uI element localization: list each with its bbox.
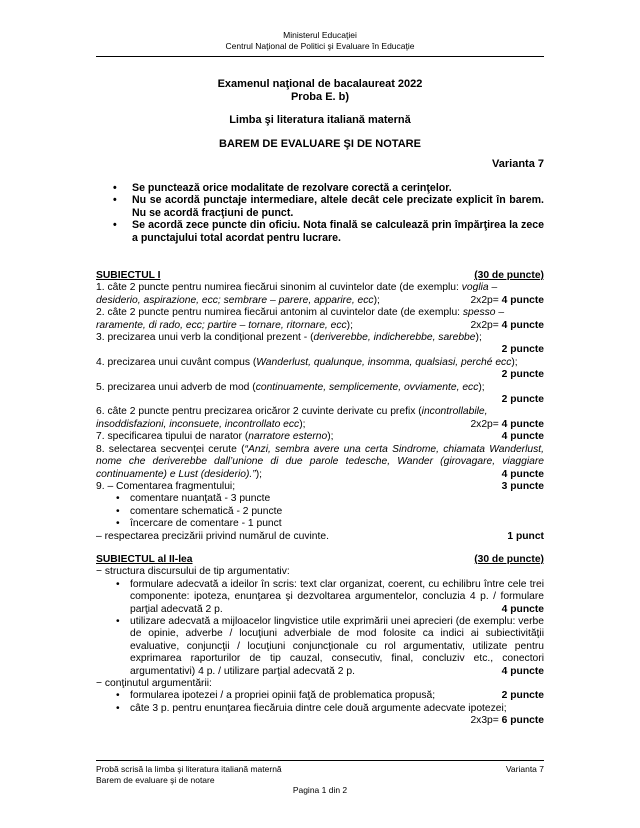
item-8-score: 4 puncte	[501, 468, 544, 480]
criterion-2-score: 4 puncte	[501, 665, 544, 677]
criterion-1: • formulare adecvată a ideilor în scris: text clar organizat, coerent, cu echilibru între cele trei componente: ipoteza, enunţarea şi dezvoltarea argumentelor, concluzia 4 p. / formulare parţial adecvată 2 p.	[116, 578, 544, 615]
item-2: 2. câte 2 puncte pentru numirea fiecărui antonim al cuvintelor date (de exemplu: spesso –	[96, 307, 505, 319]
item-5: 5. precizarea unui adverb de mod (continuamente, semplicemente, ovviamente, ecc);	[96, 381, 485, 393]
footer-variant: Varianta 7	[505, 764, 544, 774]
criterion-4-score-line: 2x3p= 6 puncte	[470, 715, 544, 727]
rule-item: • Se acordă zece puncte din oficiu. Nota finală se calculează prin împărţirea la zece a punctajului total acordat pentru lucrare.	[112, 219, 544, 244]
item-2-cont: raramente, di rado, ecc; partire – tornare, ritornare, ecc); 2x2p= 4 puncte	[96, 319, 544, 331]
main-content	[96, 270, 544, 728]
page-header	[0, 30, 640, 52]
center-name: Centrul Naţional de Politici şi Evaluare în Educaţie	[225, 41, 415, 51]
rule-item: • Nu se acordă punctaje intermediare, altele decât cele precizate explicit în barem. Nu se acordă fracţiuni de punct.	[112, 194, 544, 219]
item-10: – respectarea precizării privind numărul de cuvinte. 1 punct	[96, 530, 544, 542]
item-5-score: 2 puncte	[501, 394, 544, 406]
comment-level-1: • comentare nuanţată - 3 puncte	[116, 493, 271, 505]
item-1-score: 4 puncte	[501, 294, 544, 306]
barem-title: BAREM DE EVALUARE ŞI DE NOTARE	[219, 137, 421, 150]
item-1: 1. câte 2 puncte pentru numirea fiecărui sinonim al cuvintelor date (de exemplu: voglia –	[96, 282, 498, 294]
test-name: Proba E. b)	[290, 90, 350, 103]
criterion-2: • utilizare adecvată a mijloacelor lingvistice utile exprimării unei aprecieri (de exemplu: verbe de opinie, adverbe / locuţiuni adverbiale de mod folosite ca indici ai subiectivităţii evaluative, conjuncţii / locuţiuni conjuncţionale cu rol argumentativ, utilizate pentru exprimarea raporturilor de tip cauzal, consecutiv, final, concluziv etc., conectori argumentativi) 4 p. / utilizare parţial adecvată 2 p.	[116, 616, 544, 677]
item-1-cont: desiderio, aspirazione, ecc; sembrare – parere, apparire, ecc); 2x2p= 4 puncte	[96, 294, 544, 306]
subject-2-title: SUBIECTUL al II-lea	[96, 553, 193, 565]
footer-divider	[96, 760, 544, 761]
page-number: Pagina 1 din 2	[292, 785, 348, 795]
item-3-score: 2 puncte	[501, 344, 544, 356]
item-4-score: 2 puncte	[501, 369, 544, 381]
criterion-4-score: 6 puncte	[501, 715, 544, 727]
title-block	[0, 78, 640, 150]
subject-1-title: SUBIECTUL I	[96, 270, 161, 281]
footer-test-name: Probă scrisă la limba şi literatura italiană maternă	[96, 764, 282, 774]
item-9: 9. – Comentarea fragmentului; 3 puncte	[96, 480, 544, 492]
exam-title: Examenul naţional de bacalaureat 2022	[217, 78, 423, 90]
criterion-3-score: 2 puncte	[501, 690, 544, 702]
item-6-score: 4 puncte	[501, 418, 544, 430]
variant-label: Varianta 7	[492, 158, 544, 170]
item-6-cont: insoddisfazioni, inconsuete, incontrollato ecc); 2x2p= 4 puncte	[96, 418, 544, 430]
item-8: 8. selectarea secvenţei cerute (“Anzi, sembra avere una certa Sindrome, chiamata Wanderlust, nome che deriverebbe dall’unione di due parole tedesche, Wander (girovagare, viaggiare continuamente) e Lust (desiderio).”);	[96, 443, 544, 480]
header-divider	[96, 56, 544, 57]
subject-2-points: (30 de puncte)	[474, 553, 544, 565]
criterion-3: • formularea ipotezei / a propriei opinii faţă de problematica propusă; 2 puncte	[116, 690, 544, 702]
item-6: 6. câte 2 puncte pentru precizarea oricăror 2 cuvinte derivate cu prefix (incontrollabile,	[96, 406, 488, 418]
item-4: 4. precizarea unui cuvânt compus (Wanderlust, qualunque, insomma, qualsiasi, perché ecc);	[96, 356, 518, 368]
footer-barem-name: Barem de evaluare şi de notare	[96, 774, 215, 785]
subject-2-heading	[96, 554, 544, 566]
footer-left	[96, 764, 282, 785]
rule-item: • Se punctează orice modalitate de rezolvare corectă a cerinţelor.	[112, 182, 544, 194]
item-2-score: 4 puncte	[501, 319, 544, 331]
subject-1-heading	[96, 270, 544, 282]
subject-name: Limba şi literatura italiană maternă	[229, 114, 411, 126]
criterion-1-score: 4 puncte	[501, 603, 544, 615]
criterion-4: • câte 3 p. pentru enunţarea fiecăruia dintre cele două argumente adecvate ipotezei;	[116, 702, 507, 714]
comment-level-2: • comentare schematică - 2 puncte	[116, 505, 283, 517]
ministry-name: Ministerul Educaţiei	[283, 30, 357, 40]
item-10-score: 1 punct	[507, 530, 544, 542]
item-7-score: 4 puncte	[501, 431, 544, 443]
content-heading: − conţinutul argumentării:	[96, 678, 212, 690]
item-7: 7. specificarea tipului de narator (narratore esterno); 4 puncte	[96, 431, 544, 443]
item-9-score: 3 puncte	[501, 480, 544, 492]
comment-level-3: • încercare de comentare - 1 punct	[116, 518, 282, 530]
item-3: 3. precizarea unui verb la condiţional prezent - (deriverebbe, indicherebbe, sarebbe);	[96, 332, 482, 344]
grading-rules	[112, 182, 544, 244]
subject-1-points: (30 de puncte)	[474, 270, 544, 281]
structure-heading: − structura discursului de tip argumentativ:	[96, 566, 290, 578]
